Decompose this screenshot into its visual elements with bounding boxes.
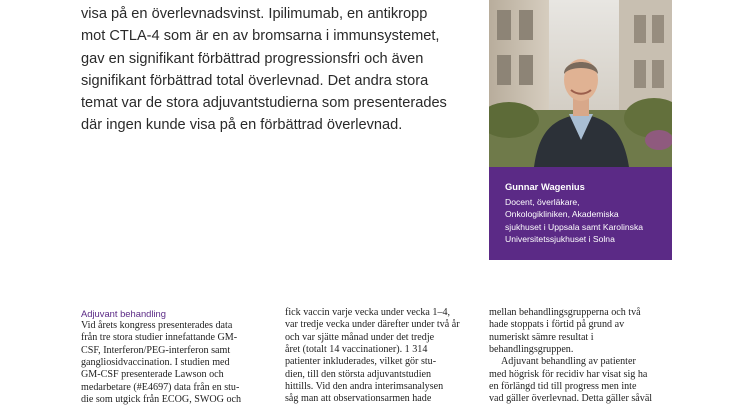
portrait-photo — [489, 0, 672, 167]
body-line: från tre stora studier innefattande GM- — [81, 332, 238, 344]
body-line: mellan behandlingsgrupperna och två — [489, 307, 641, 318]
body-line: och var sjätte månad under det tredje — [285, 331, 435, 343]
body-line: patienter inkluderades, vilket gör stu- — [285, 356, 437, 368]
body-line: en förlängd tid till progress men inte — [489, 381, 637, 393]
body-line: hittills. Vid den andra interimsanalysen — [285, 381, 444, 393]
body-line: med högrisk för recidiv har visat sig ha — [489, 368, 648, 380]
intro-line: mot CTLA-4 som är en av bromsarna i immunsystemet, — [81, 28, 440, 45]
body-line: hade stoppats i förtid på grund av — [489, 319, 625, 331]
body-line: numeriskt sämre resultat i — [489, 331, 594, 343]
body-line: gangliosidvaccination. I studien med — [81, 357, 230, 369]
caption-role-line: Universitetssjukhuset i Solna — [505, 234, 615, 245]
caption-role-line: sjukhuset i Uppsala samt Karolinska — [505, 221, 644, 232]
intro-line: signifikant förbättrad total överlevnad. Det andra stora — [81, 72, 429, 89]
section-heading: Adjuvant behandling — [81, 308, 166, 319]
body-line: die som utgick från ECOG, SWOG och — [81, 394, 242, 406]
column-2 — [285, 307, 471, 406]
body-line: såg man att observationsarmen hade — [285, 393, 432, 405]
body-line: medarbetare (#E4697) data från en stu- — [81, 381, 240, 393]
body-line: GM-CSF presenterade Lawson och — [81, 369, 224, 381]
caption-role-line: Docent, överläkare, — [505, 197, 580, 207]
body-line: fick vaccin varje vecka under vecka 1–4, — [285, 307, 451, 318]
body-line: dien, till den största adjuvantstudien — [285, 368, 432, 380]
body-line: Vid årets kongress presenterades data — [81, 320, 233, 331]
caption-role-line: Onkologikliniken, Akademiska — [505, 209, 619, 220]
body-line: var tredje vecka under därefter under två år — [285, 319, 460, 331]
body-line: Adjuvant behandling av patienter — [501, 356, 636, 368]
caption-name: Gunnar Wagenius — [505, 181, 585, 192]
intro-text — [81, 3, 451, 137]
portrait-illustration — [489, 0, 672, 167]
body-line: behandlingsgruppen. — [489, 344, 574, 356]
portrait-caption — [489, 167, 672, 260]
intro-line: temat var de stora adjuvantstudierna som presenterades — [81, 95, 447, 112]
body-line: CSF, Interferon/PEG-interferon samt — [81, 344, 231, 356]
body-line: året (totalt 14 vaccinationer). 1 314 — [285, 344, 428, 356]
intro-line: där ingen kunde visa på en förbättrad överlevnad. — [81, 117, 403, 134]
column-3 — [489, 307, 675, 406]
intro-line: visa på en överlevnadsvinst. Ipilimumab, en antikropp — [81, 6, 428, 22]
caption-role — [505, 196, 661, 246]
column-1 — [81, 308, 267, 406]
intro-line: gav en signifikant förbättrad progressionsfri och även — [81, 50, 424, 67]
body-line: vad gäller överlevnad. Detta gäller såväl — [489, 393, 653, 405]
